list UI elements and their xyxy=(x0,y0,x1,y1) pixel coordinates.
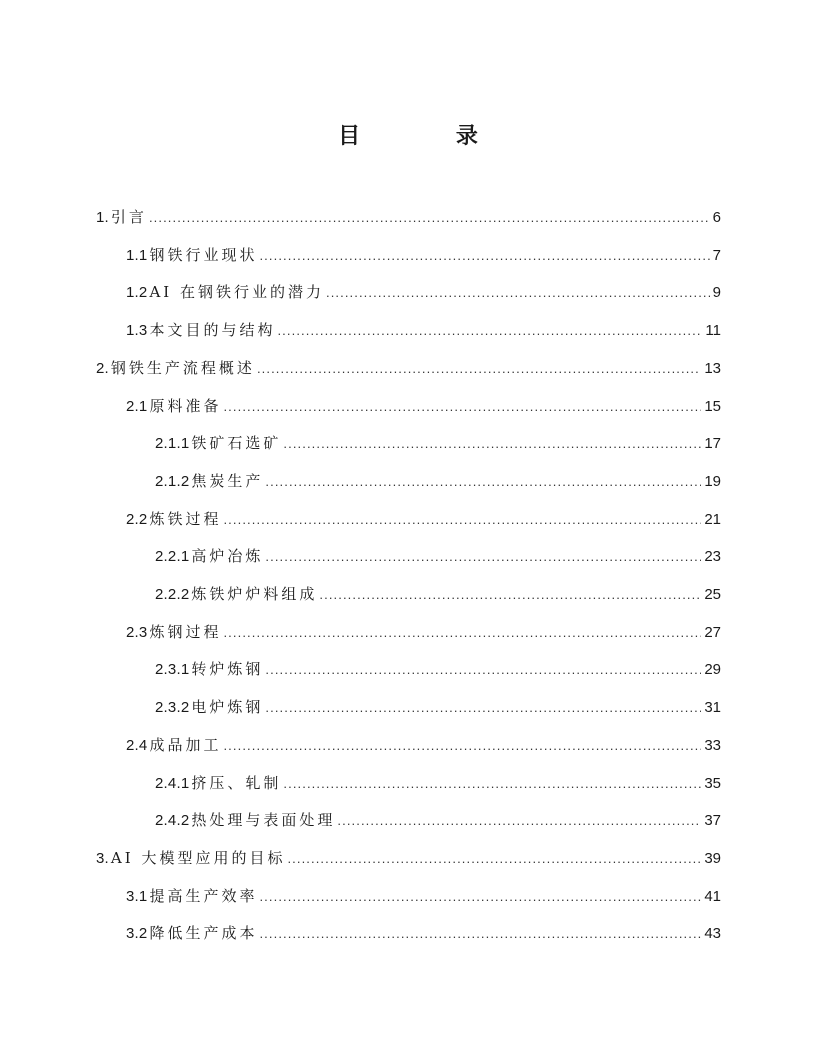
toc-entry-number: 2.4 xyxy=(126,737,148,754)
toc-entry-page-number: 9 xyxy=(712,284,721,301)
toc-entry-page-number: 33 xyxy=(704,737,721,754)
toc-entry[interactable] xyxy=(126,614,721,650)
toc-entry-page-number: 21 xyxy=(704,511,721,528)
toc-entry-number: 1. xyxy=(96,209,109,226)
toc-entry-page-number: 35 xyxy=(704,775,721,792)
toc-dot-leader xyxy=(149,200,710,236)
toc-entry[interactable] xyxy=(96,199,721,235)
toc-dot-leader xyxy=(257,351,701,387)
toc-entry-text: 钢铁生产流程概述 xyxy=(110,359,255,377)
toc-dot-leader xyxy=(259,238,709,274)
toc-entry-text: 高炉冶炼 xyxy=(191,547,264,565)
toc-entry-number: 2.2.2 xyxy=(155,586,190,603)
toc-entry-text: 炼铁过程 xyxy=(149,510,222,528)
toc-entry-number: 3. xyxy=(96,850,109,867)
toc-entry-text: 引言 xyxy=(110,208,147,226)
toc-entry-number: 2.2 xyxy=(126,511,148,528)
toc-dot-leader xyxy=(259,916,701,952)
toc-entry-page-number: 37 xyxy=(704,812,721,829)
toc-entry-page-number: 15 xyxy=(704,398,721,415)
toc-dot-leader xyxy=(265,464,701,500)
toc-dot-leader xyxy=(326,275,710,311)
toc-dot-leader xyxy=(223,502,701,538)
toc-entry-text: 降低生产成本 xyxy=(149,924,258,942)
toc-entry-number: 2.1.2 xyxy=(155,473,190,490)
toc-dot-leader xyxy=(277,313,702,349)
toc-entry-page-number: 41 xyxy=(704,888,721,905)
toc-entry-page-number: 17 xyxy=(704,435,721,452)
toc-entry[interactable] xyxy=(155,802,721,838)
toc-dot-leader xyxy=(265,652,701,688)
toc-entry[interactable] xyxy=(155,538,721,574)
toc-entry-page-number: 19 xyxy=(704,473,721,490)
toc-entry-page-number: 31 xyxy=(704,699,721,716)
toc-entry[interactable] xyxy=(155,463,721,499)
toc-entry-page-number: 29 xyxy=(704,661,721,678)
toc-entry-text: 铁矿石选矿 xyxy=(191,434,282,452)
toc-entry-text: 炼钢过程 xyxy=(149,623,222,641)
toc-dot-leader xyxy=(223,728,701,764)
toc-entry-page-number: 27 xyxy=(704,624,721,641)
toc-entry-text: 提高生产效率 xyxy=(149,887,258,905)
toc-entry-text: 炼铁炉炉料组成 xyxy=(191,585,318,603)
toc-entry-number: 1.3 xyxy=(126,322,148,339)
toc-entry-page-number: 6 xyxy=(712,209,721,226)
toc-entry-text: 原料准备 xyxy=(149,397,222,415)
toc-dot-leader xyxy=(259,879,701,915)
toc-entry-number: 2.3.2 xyxy=(155,699,190,716)
toc-entry-text: 挤压、轧制 xyxy=(191,774,282,792)
toc-entry[interactable] xyxy=(126,915,721,951)
toc-entry-number: 1.2 xyxy=(126,284,148,301)
toc-entry-number: 2.3.1 xyxy=(155,661,190,678)
toc-entry[interactable] xyxy=(155,576,721,612)
toc-entry-page-number: 7 xyxy=(712,247,721,264)
toc-entry[interactable] xyxy=(126,388,721,424)
toc-dot-leader xyxy=(319,577,701,613)
toc-entry-number: 3.1 xyxy=(126,888,148,905)
toc-entry[interactable] xyxy=(126,501,721,537)
toc-dot-leader xyxy=(223,389,701,425)
toc-entry-page-number: 39 xyxy=(704,850,721,867)
toc-dot-leader xyxy=(337,803,701,839)
toc-entry-number: 2.4.2 xyxy=(155,812,190,829)
toc-entry[interactable] xyxy=(126,878,721,914)
toc-entry-number: 3.2 xyxy=(126,925,148,942)
toc-entry-number: 1.1 xyxy=(126,247,148,264)
toc-entry-text: 钢铁行业现状 xyxy=(149,246,258,264)
toc-dot-leader xyxy=(223,615,701,651)
toc-entry-page-number: 43 xyxy=(704,925,721,942)
toc-entry-text: 本文目的与结构 xyxy=(149,321,276,339)
toc-entry[interactable] xyxy=(126,237,721,273)
toc-entry-page-number: 25 xyxy=(704,586,721,603)
toc-entry[interactable] xyxy=(96,350,721,386)
toc-entry-text: 电炉炼钢 xyxy=(191,698,264,716)
toc-entry[interactable] xyxy=(96,840,721,876)
toc-entry-page-number: 11 xyxy=(705,322,721,339)
toc-entry[interactable] xyxy=(155,651,721,687)
toc-entry-number: 2.1 xyxy=(126,398,148,415)
toc-dot-leader xyxy=(287,841,701,877)
toc-entry[interactable] xyxy=(155,765,721,801)
toc-entry-page-number: 23 xyxy=(704,548,721,565)
toc-entry-page-number: 13 xyxy=(704,360,721,377)
toc-entry-text: AI 在钢铁行业的潜力 xyxy=(149,283,324,301)
toc-entry-number: 2.1.1 xyxy=(155,435,190,452)
toc-dot-leader xyxy=(265,690,701,726)
toc-dot-leader xyxy=(283,426,701,462)
toc-entry[interactable] xyxy=(155,689,721,725)
toc-entry-text: 焦炭生产 xyxy=(191,472,264,490)
toc-entry-text: 转炉炼钢 xyxy=(191,660,264,678)
toc-entry-text: 成品加工 xyxy=(149,736,222,754)
toc-entry[interactable] xyxy=(126,274,721,310)
toc-entry-number: 2. xyxy=(96,360,109,377)
toc-entry-number: 2.3 xyxy=(126,624,148,641)
toc-entry-number: 2.2.1 xyxy=(155,548,190,565)
toc-entry[interactable] xyxy=(126,312,721,348)
toc-entry[interactable] xyxy=(126,727,721,763)
toc-dot-leader xyxy=(283,766,701,802)
toc-title: 目 录 xyxy=(338,123,522,149)
toc-entry-text: 热处理与表面处理 xyxy=(191,811,336,829)
toc-dot-leader xyxy=(265,539,701,575)
toc-entry-text: AI 大模型应用的目标 xyxy=(110,849,286,867)
toc-entry[interactable] xyxy=(155,425,721,461)
toc-entry-number: 2.4.1 xyxy=(155,775,190,792)
